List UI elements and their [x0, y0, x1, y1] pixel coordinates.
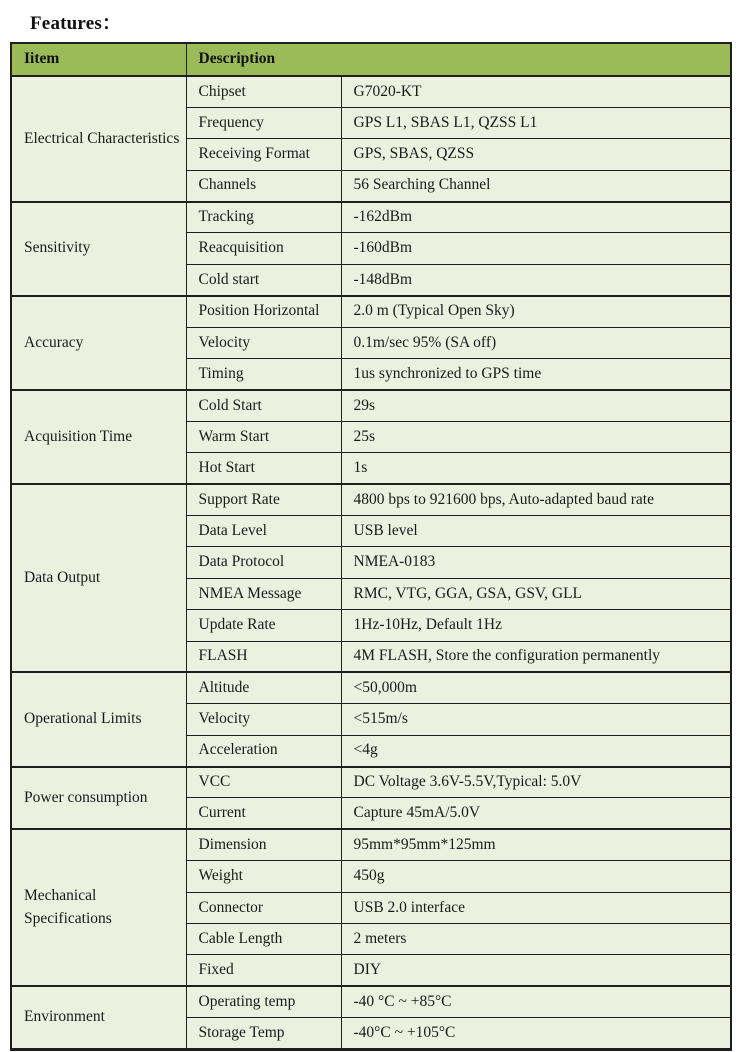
group-cell: Mechanical Specifications [11, 829, 186, 986]
spec-label: Acceleration [186, 735, 341, 766]
spec-label: Warm Start [186, 421, 341, 452]
table-row [11, 829, 731, 860]
spec-value: GPS L1, SBAS L1, QZSS L1 [341, 107, 731, 138]
spec-label: Support Rate [186, 484, 341, 515]
spec-label: Receiving Format [186, 139, 341, 170]
column-header-item: Iitem [11, 43, 186, 76]
spec-label: FLASH [186, 641, 341, 672]
spec-label: Position Horizontal [186, 296, 341, 327]
spec-value: 29s [341, 390, 731, 421]
spec-label: Cold Start [186, 390, 341, 421]
spec-value: 2 meters [341, 924, 731, 955]
spec-value: G7020-KT [341, 76, 731, 107]
spec-value: 1s [341, 453, 731, 484]
spec-value: -160dBm [341, 233, 731, 264]
spec-value: 25s [341, 421, 731, 452]
spec-label: Data Level [186, 515, 341, 546]
spec-label: Velocity [186, 704, 341, 735]
spec-value: USB 2.0 interface [341, 892, 731, 923]
group-cell: Environment [11, 986, 186, 1049]
spec-value: 1Hz-10Hz, Default 1Hz [341, 610, 731, 641]
spec-label: Tracking [186, 202, 341, 233]
spec-label: Altitude [186, 672, 341, 703]
spec-label: Storage Temp [186, 1018, 341, 1049]
spec-label: Dimension [186, 829, 341, 860]
spec-value: 1us synchronized to GPS time [341, 359, 731, 390]
spec-label: Weight [186, 861, 341, 892]
table-row [11, 484, 731, 515]
spec-value: -40 °C ~ +85°C [341, 986, 731, 1017]
spec-label: Hot Start [186, 453, 341, 484]
table-header-row [11, 43, 731, 76]
spec-value: 4800 bps to 921600 bps, Auto-adapted baud rate [341, 484, 731, 515]
spec-value: 0.1m/sec 95% (SA off) [341, 327, 731, 358]
group-cell: Operational Limits [11, 672, 186, 766]
spec-value: -148dBm [341, 264, 731, 295]
group-cell: Sensitivity [11, 202, 186, 296]
spec-label: VCC [186, 767, 341, 798]
spec-label: Velocity [186, 327, 341, 358]
spec-label: Frequency [186, 107, 341, 138]
spec-label: Current [186, 798, 341, 829]
spec-value: Capture 45mA/5.0V [341, 798, 731, 829]
group-cell: Data Output [11, 484, 186, 672]
table-row [11, 672, 731, 703]
spec-value: DC Voltage 3.6V-5.5V,Typical: 5.0V [341, 767, 731, 798]
spec-label: Data Protocol [186, 547, 341, 578]
spec-value: 450g [341, 861, 731, 892]
group-cell: Acquisition Time [11, 390, 186, 484]
table-row [11, 76, 731, 107]
spec-value: NMEA-0183 [341, 547, 731, 578]
spec-value: -162dBm [341, 202, 731, 233]
table-row [11, 767, 731, 798]
spec-label: Update Rate [186, 610, 341, 641]
spec-value: GPS, SBAS, QZSS [341, 139, 731, 170]
table-row [11, 296, 731, 327]
spec-value: 56 Searching Channel [341, 170, 731, 201]
page-title: Features： [30, 13, 122, 34]
spec-label: Fixed [186, 955, 341, 986]
spec-value: 2.0 m (Typical Open Sky) [341, 296, 731, 327]
spec-label: Reacquisition [186, 233, 341, 264]
spec-label: Cable Length [186, 924, 341, 955]
spec-label: Channels [186, 170, 341, 201]
spec-value: 95mm*95mm*125mm [341, 829, 731, 860]
features-table [10, 42, 732, 1051]
spec-label: Connector [186, 892, 341, 923]
spec-value: USB level [341, 515, 731, 546]
spec-value: <515m/s [341, 704, 731, 735]
spec-label: Timing [186, 359, 341, 390]
spec-label: Chipset [186, 76, 341, 107]
table-row [11, 202, 731, 233]
group-cell: Power consumption [11, 767, 186, 830]
spec-value: <50,000m [341, 672, 731, 703]
table-row [11, 390, 731, 421]
spec-value: -40°C ~ +105°C [341, 1018, 731, 1049]
spec-value: DIY [341, 955, 731, 986]
spec-label: Cold start [186, 264, 341, 295]
spec-value: 4M FLASH, Store the configuration permanently [341, 641, 731, 672]
spec-value: RMC, VTG, GGA, GSA, GSV, GLL [341, 578, 731, 609]
table-row [11, 986, 731, 1017]
group-cell: Electrical Characteristics [11, 76, 186, 202]
spec-label: NMEA Message [186, 578, 341, 609]
group-cell: Accuracy [11, 296, 186, 390]
spec-value: <4g [341, 735, 731, 766]
spec-label: Operating temp [186, 986, 341, 1017]
column-header-description: Description [186, 43, 731, 76]
